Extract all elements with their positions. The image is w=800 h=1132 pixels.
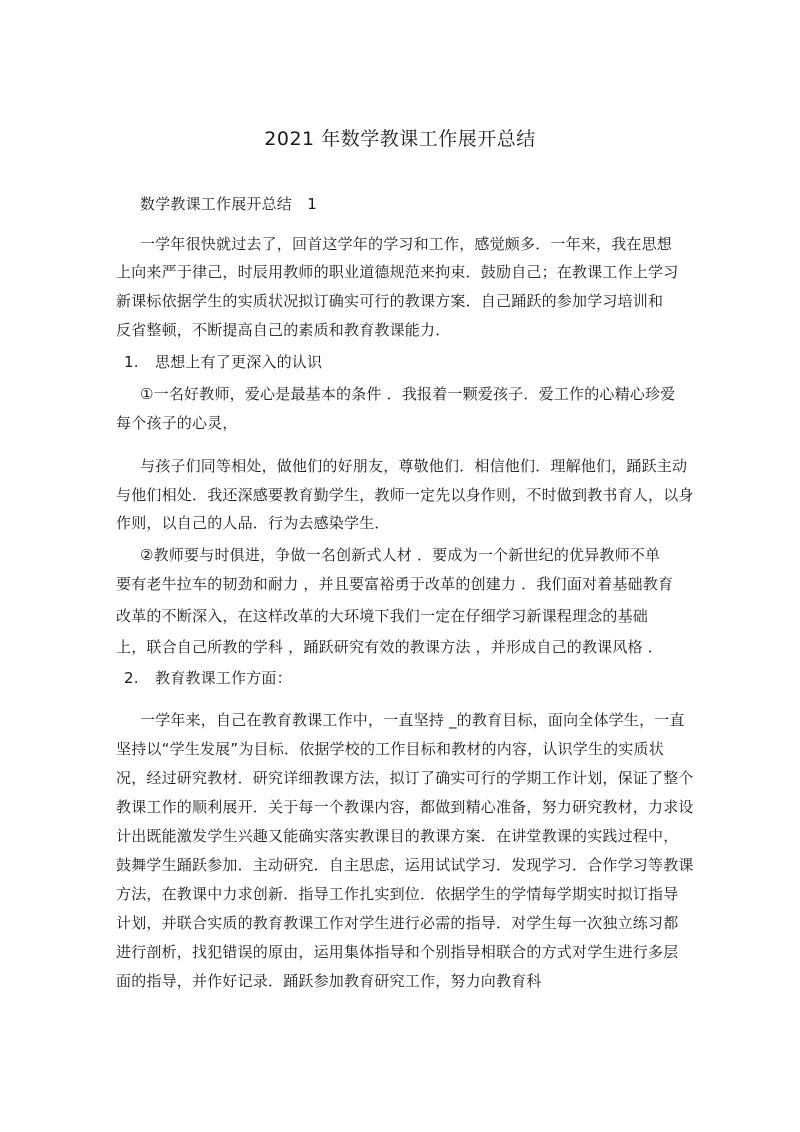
heading-text: 思想上有了更深入的认识 — [155, 353, 323, 371]
paragraph-line: 坚持以“学生发展”为目标．依据学校的工作目标和教材的内容，认识学生的实质状 — [116, 740, 664, 758]
paragraph-line: ①一名好教师，爱心是最基本的条件 ．我报着一颗爱孩子．爱工作的心精心珍爱 — [140, 385, 676, 403]
paragraph-line: 上，联合自己所教的学科 ，踊跃研究有效的教课方法 ，并形成自己的教课风格 ． — [116, 638, 663, 656]
paragraph-line: 要有老牛拉车的韧劲和耐力 ，并且要富裕勇于改革的创建力 ．我们面对着基础教育 — [116, 575, 674, 593]
paragraph-line: 上向来严于律己，时辰用教师的职业道德规范来拘束．鼓励自己；在教课工作上学习 — [116, 263, 679, 281]
paragraph-line: 方法，在教课中力求创新．指导工作扎实到位．依据学生的学情每学期实时拟订指导 — [116, 885, 679, 903]
section-heading — [124, 352, 322, 372]
paragraph-line: 新课标依据学生的实质状况拟订确实可行的教课方案．自己踊跃的参加学习培训和 — [116, 292, 664, 310]
heading-number: 1. — [124, 353, 139, 371]
paragraph-line: 面的指导，并作好记录．踊跃参加教育研究工作，努力向教育科 — [116, 972, 542, 990]
paragraph-line: 况，经过研究教材．研究详细教课方法，拟订了确实可行的学期工作计划，保证了整个 — [116, 769, 694, 787]
paragraph-line: 计出既能激发学生兴趣又能确实落实教课目的教课方案．在讲堂教课的实践过程中， — [116, 827, 679, 845]
paragraph-line: 与孩子们同等相处，做他们的好朋友，尊敬他们．相信他们．理解他们，踊跃主动 — [140, 457, 688, 475]
section-heading — [124, 668, 292, 688]
paragraph-line: 与他们相处．我还深感要教育勤学生，教师一定先以身作则，不时做到教书育人，以身 — [116, 486, 694, 504]
paragraph-line: 一学年很快就过去了，回首这学年的学习和工作，感觉颇多．一年来，我在思想 — [140, 235, 673, 253]
section-subtitle: 数学教课工作展开总结 1 — [140, 195, 317, 213]
heading-number: 2. — [124, 669, 139, 687]
paragraph-line: 进行剖析，找犯错误的原由，运用集体指导和个别指导相联合的方式对学生进行多层 — [116, 943, 679, 961]
paragraph-line: 每个孩子的心灵， — [116, 414, 238, 432]
paragraph-line: 计划，并联合实质的教育教课工作对学生进行必需的指导．对学生每一次独立练习都 — [116, 914, 679, 932]
paragraph-line: 教课工作的顺利展开．关于每一个教课内容，都做到精心准备，努力研究教材，力求设 — [116, 798, 694, 816]
paragraph-line: 改革的不断深入，在这样改革的大环境下我们一定在仔细学习新课程理念的基础 — [116, 607, 649, 625]
document-title: 2021 年数学教课工作展开总结 — [264, 128, 536, 150]
paragraph-line: 鼓舞学生踊跃参加．主动研究．自主思虑，运用试试学习．发现学习．合作学习等教课 — [116, 856, 694, 874]
paragraph-line: 一学年来，自己在教育教课工作中，一直坚持 _的教育目标，面向全体学生，一直 — [140, 711, 685, 729]
paragraph-line: 作则，以自己的人品．行为去感染学生． — [116, 514, 390, 532]
paragraph-line: ②教师要与时俱进，争做一名创新式人材 ．要成为一个新世纪的优异教师不单 — [140, 546, 661, 564]
heading-text: 教育教课工作方面： — [155, 669, 292, 687]
paragraph-line: 反省整顿，不断提高自己的素质和教育教课能力． — [116, 321, 451, 339]
